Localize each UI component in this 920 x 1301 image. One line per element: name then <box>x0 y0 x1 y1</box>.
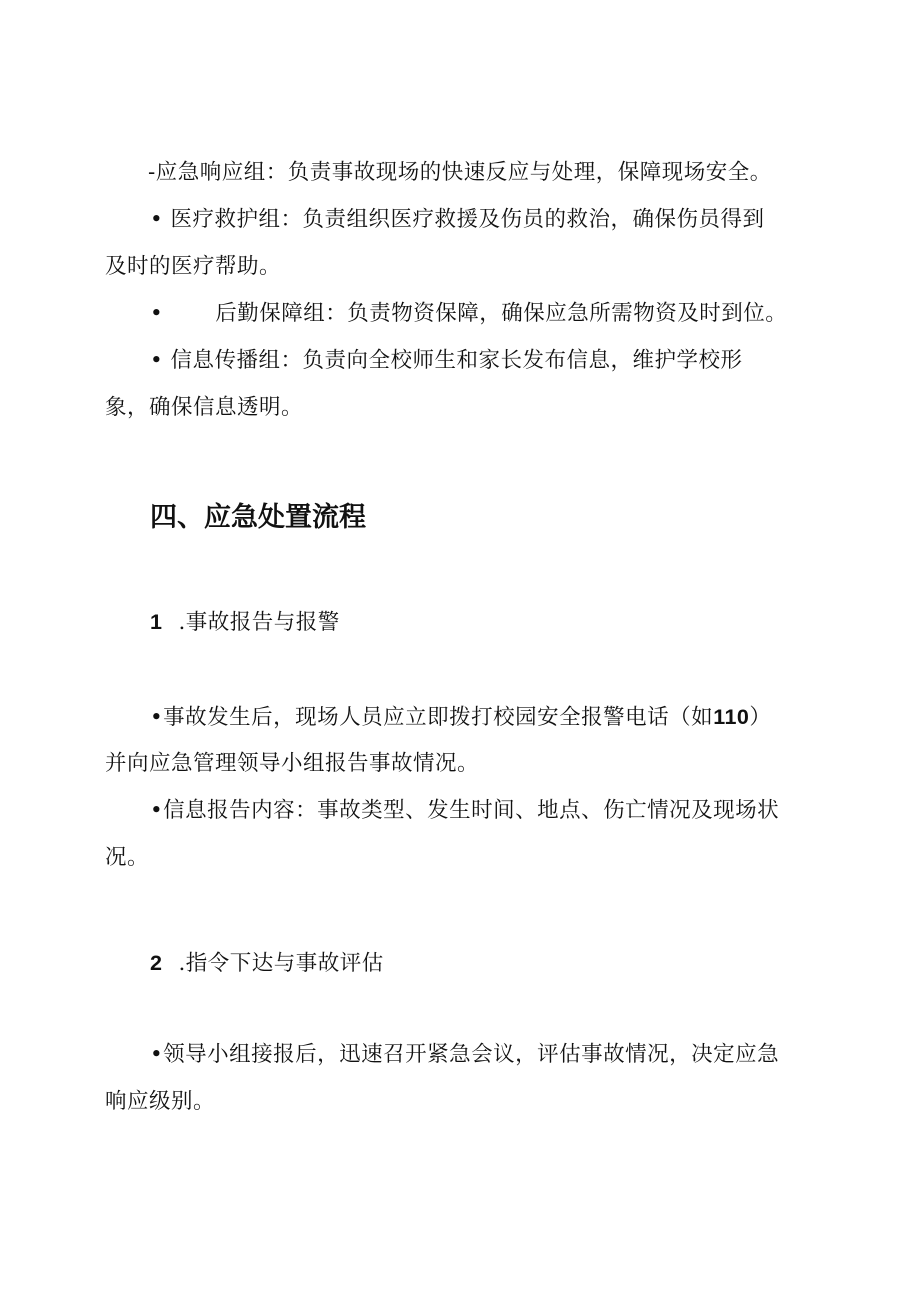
paragraph-emergency-response-group: -应急响应组：负责事故现场的快速反应与处理，保障现场安全。 <box>148 160 772 185</box>
paragraph-medical-rescue-group-line2: 及时的医疗帮助。 <box>105 254 282 279</box>
report-text-post: ） <box>749 705 772 730</box>
subheading-2-title: .指令下达与事故评估 <box>178 951 384 976</box>
bullet: • <box>150 301 164 326</box>
paragraph-report-content-line2: 况。 <box>105 845 150 870</box>
paragraph-leadership-line1: •领导小组接报后，迅速召开紧急会议，评估事故情况，决定应急 <box>150 1042 780 1067</box>
paragraph-report-line1 <box>150 702 771 733</box>
paragraph-info-dissemination-group-line1: • 信息传播组：负责向全校师生和家长发布信息，维护学校形 <box>150 348 743 373</box>
subheading-1-title: .事故报告与报警 <box>178 610 340 635</box>
paragraph-info-dissemination-group-line2: 象，确保信息透明。 <box>105 395 304 420</box>
section-heading: 四、应急处置流程 <box>150 502 366 533</box>
subheading-2 <box>150 948 384 979</box>
emergency-number: 110 <box>713 705 750 729</box>
paragraph-leadership-line2: 响应级别。 <box>105 1089 216 1114</box>
subheading-1 <box>150 607 340 638</box>
paragraph-report-line2: 并向应急管理领导小组报告事故情况。 <box>105 751 480 776</box>
subheading-1-number: 1 <box>150 610 163 634</box>
subheading-2-number: 2 <box>150 951 163 975</box>
report-text-pre: •事故发生后，现场人员应立即拨打校园安全报警电话（如 <box>150 705 714 730</box>
paragraph-report-content-line1: •信息报告内容：事故类型、发生时间、地点、伤亡情况及现场状 <box>150 798 780 823</box>
logistics-text: 后勤保障组：负责物资保障，确保应急所需物资及时到位。 <box>215 301 788 326</box>
paragraph-medical-rescue-group-line1: • 医疗救护组：负责组织医疗救援及伤员的救治，确保伤员得到 <box>150 207 765 232</box>
paragraph-logistics-group <box>150 299 787 329</box>
